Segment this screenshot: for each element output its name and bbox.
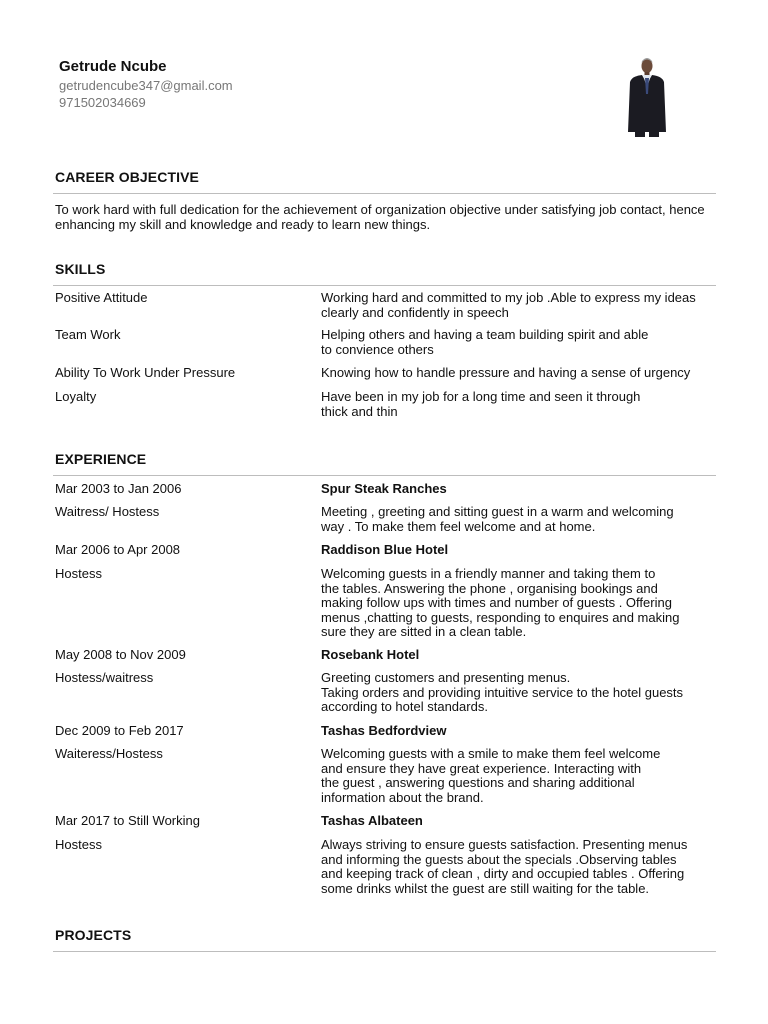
section-divider [53, 193, 716, 194]
job-role: Hostess [55, 566, 102, 581]
skill-name: Team Work [55, 327, 121, 342]
job-description: Meeting , greeting and sitting guest in a warm and welcoming way . To make them feel welcome and at home. [321, 504, 674, 534]
skill-description: Knowing how to handle pressure and having a sense of urgency [321, 365, 691, 380]
job-employer: Raddison Blue Hotel [321, 542, 449, 557]
job-role: Waitress/ Hostess [55, 504, 160, 519]
job-period: Dec 2009 to Feb 2017 [55, 723, 184, 738]
section-divider [53, 475, 716, 476]
job-period: Mar 2006 to Apr 2008 [55, 542, 181, 557]
skill-description: Helping others and having a team building spirit and able to convience others [321, 327, 649, 357]
skill-name: Ability To Work Under Pressure [55, 365, 236, 380]
phone-text: 971502034669 [59, 95, 146, 110]
job-period: Mar 2003 to Jan 2006 [55, 481, 182, 496]
experience-heading: EXPERIENCE [55, 451, 147, 467]
skill-description: Working hard and committed to my job .Able to express my ideas clearly and confidently in speech [321, 290, 696, 320]
job-description: Welcoming guests with a smile to make them feel welcome and ensure they have great experience. Interacting with the guest , answering questions and sharing additional information about the brand. [321, 746, 661, 805]
job-employer: Tashas Albateen [321, 813, 423, 828]
job-description: Welcoming guests in a friendly manner and taking them to the tables. Answering the phone , organising bookings and making follow ups with times and number of guests . Offering menus ,chatting to guests, responding to enquires and making sure they are sitted in a clean table. [321, 566, 680, 639]
job-period: Mar 2017 to Still Working [55, 813, 200, 828]
job-description: Greeting customers and presenting menus. Taking orders and providing intuitive service to the hotel guests according to hotel standards. [321, 670, 684, 714]
profile-photo [624, 54, 670, 138]
skills-heading: SKILLS [55, 261, 106, 277]
career-objective-text: To work hard with full dedication for the achievement of organization objective under satisfying job contact, hence enhancing my skill and knowledge and ready to learn new things. [55, 202, 705, 232]
job-period: May 2008 to Nov 2009 [55, 647, 186, 662]
skill-description: Have been in my job for a long time and seen it through thick and thin [321, 389, 641, 419]
job-employer: Spur Steak Ranches [321, 481, 447, 496]
candidate-name: Getrude Ncube [59, 58, 167, 75]
job-role: Hostess/waitress [55, 670, 154, 685]
career-objective-heading: CAREER OBJECTIVE [55, 169, 199, 185]
job-role: Hostess [55, 837, 102, 852]
section-divider [53, 285, 716, 286]
projects-heading: PROJECTS [55, 927, 132, 943]
skill-name: Loyalty [55, 389, 97, 404]
job-employer: Tashas Bedfordview [321, 723, 447, 738]
skill-name: Positive Attitude [55, 290, 148, 305]
email-text: getrudencube347@gmail.com [59, 78, 233, 93]
job-employer: Rosebank Hotel [321, 647, 420, 662]
job-description: Always striving to ensure guests satisfaction. Presenting menus and informing the guests about the specials .Observing tables and keeping track of clean , dirty and occupied tables . Offering some drinks whilst the guest are still waiting for the table. [321, 837, 688, 896]
job-role: Waiteress/Hostess [55, 746, 163, 761]
section-divider [53, 951, 716, 952]
